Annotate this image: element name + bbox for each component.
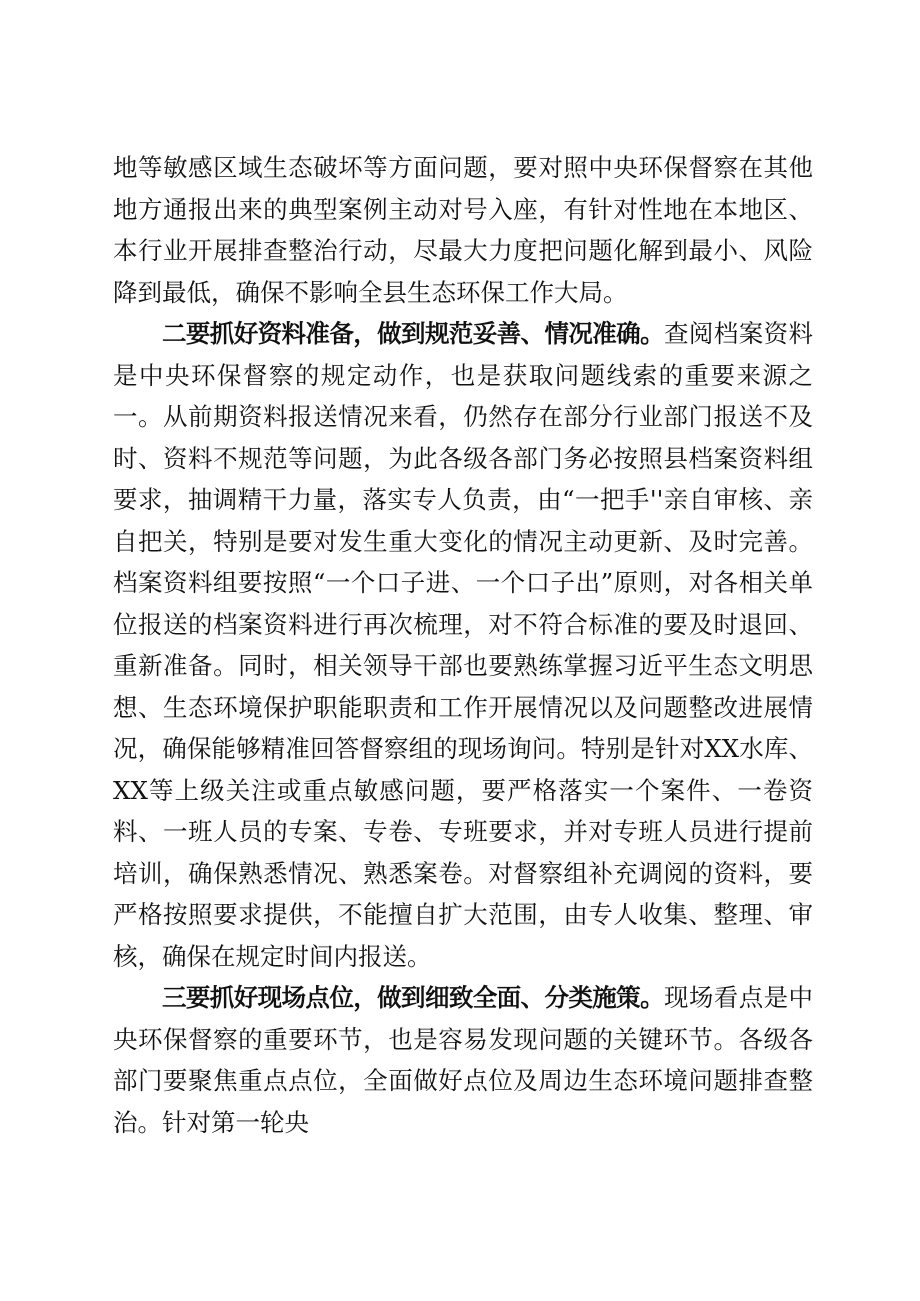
paragraph-3-heading: 三要抓好现场点位，做到细致全面、分类施策。 — [162, 983, 664, 1012]
paragraph-2-body: 查阅档案资料是中央环保督察的规定动作，也是获取问题线索的重要来源之一。从前期资料报送情况来看，仍然存在部分行业部门报送不及时、资料不规范等问题，为此各级各部门务必按照县档案资料组要求，抽调精干力量，落实专人负责，由“一把手''亲自审核、亲自把关，特别是要对发生重大变化的情况主动更新、及时完善。档案资料组要按照“一个口子进、一个口子出”原则，对各相关单位报送的档案资料进行再次梳理，对不符合标准的要及时退回、重新准备。同时，相关领导干部也要熟练掌握习近平生态文明思想、生态环境保护职能职责和工作开展情况以及问题整改进展情况，确保能够精准回答督察组的现场询问。特别是针对XX水库、XX等上级关注或重点敏感问题，要严格落实一个案件、一卷资料、一班人员的专案、专卷、专班要求，并对专班人员进行提前培训，确保熟悉情况、熟悉案卷。对督察组补充调阅的资料，要严格按照要求提供，不能擅自扩大范围，由专人收集、整理、审核，确保在规定时间内报送。 — [113, 319, 814, 971]
paragraph-3 — [113, 977, 813, 1143]
paragraph-3-body: 现场看点是中央环保督察的重要环节，也是容易发现问题的关键环节。各级各部门要聚焦重点点位，全面做好点位及周边生态环境问题排查整治。针对第一轮央 — [113, 983, 814, 1137]
paragraph-1-body: 地等敏感区域生态破坏等方面问题，要对照中央环保督察在其他地方通报出来的典型案例主动对号入座，有针对性地在本地区、本行业开展排查整治行动，尽最大力度把问题化解到最小、风险降到最低，确保不影响全县生态环保工作大局。 — [113, 153, 813, 307]
paragraph-1 — [113, 147, 813, 313]
document-body — [113, 147, 813, 1143]
paragraph-2 — [113, 313, 813, 977]
paragraph-2-heading: 二要抓好资料准备，做到规范妥善、情况准确。 — [162, 319, 664, 348]
